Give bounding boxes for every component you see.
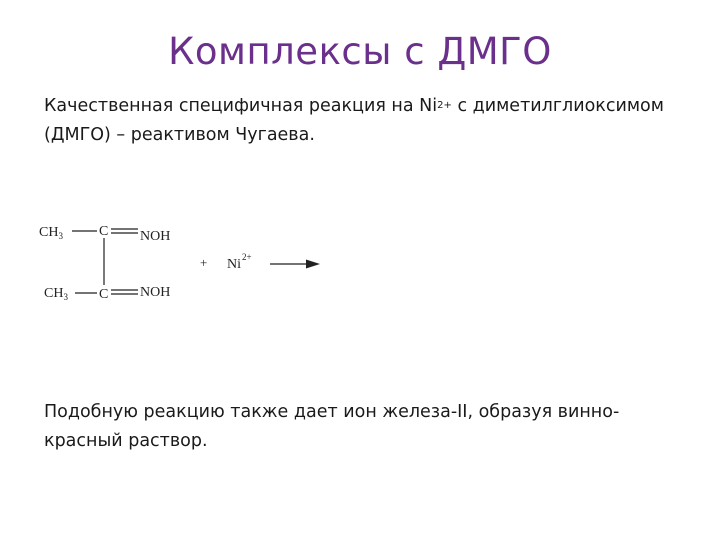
iron-note-paragraph: Подобную реакцию также дает ион железа-II, образуя винно-красный раствор.: [44, 402, 620, 451]
bottom-carbon-label: C: [99, 287, 109, 302]
intro-paragraph: [44, 92, 694, 150]
nickel-charge-superscript: 2+: [437, 100, 452, 111]
intro-text-before: Качественная специфичная реакция на Ni: [44, 96, 438, 116]
reaction-scheme: [30, 210, 350, 310]
top-methyl-label: $CH_3$: [39, 225, 63, 241]
bottom-noh-label: NOH: [140, 285, 171, 300]
intro-text-after: с диметилглиоксимом (ДМГО) – реактивом Чугаева.: [44, 96, 664, 145]
top-carbon-label: C: [99, 224, 109, 239]
plus-sign: +: [200, 255, 208, 270]
bottom-methyl-label: $CH_3$: [44, 286, 68, 302]
reaction-arrow-icon: [306, 260, 320, 269]
slide-title: Комплексы с ДМГО: [168, 30, 552, 73]
nickel-ion-label: Ni: [227, 257, 241, 272]
nickel-ion-charge: 2+: [242, 252, 252, 262]
top-noh-label: NOH: [140, 229, 171, 244]
